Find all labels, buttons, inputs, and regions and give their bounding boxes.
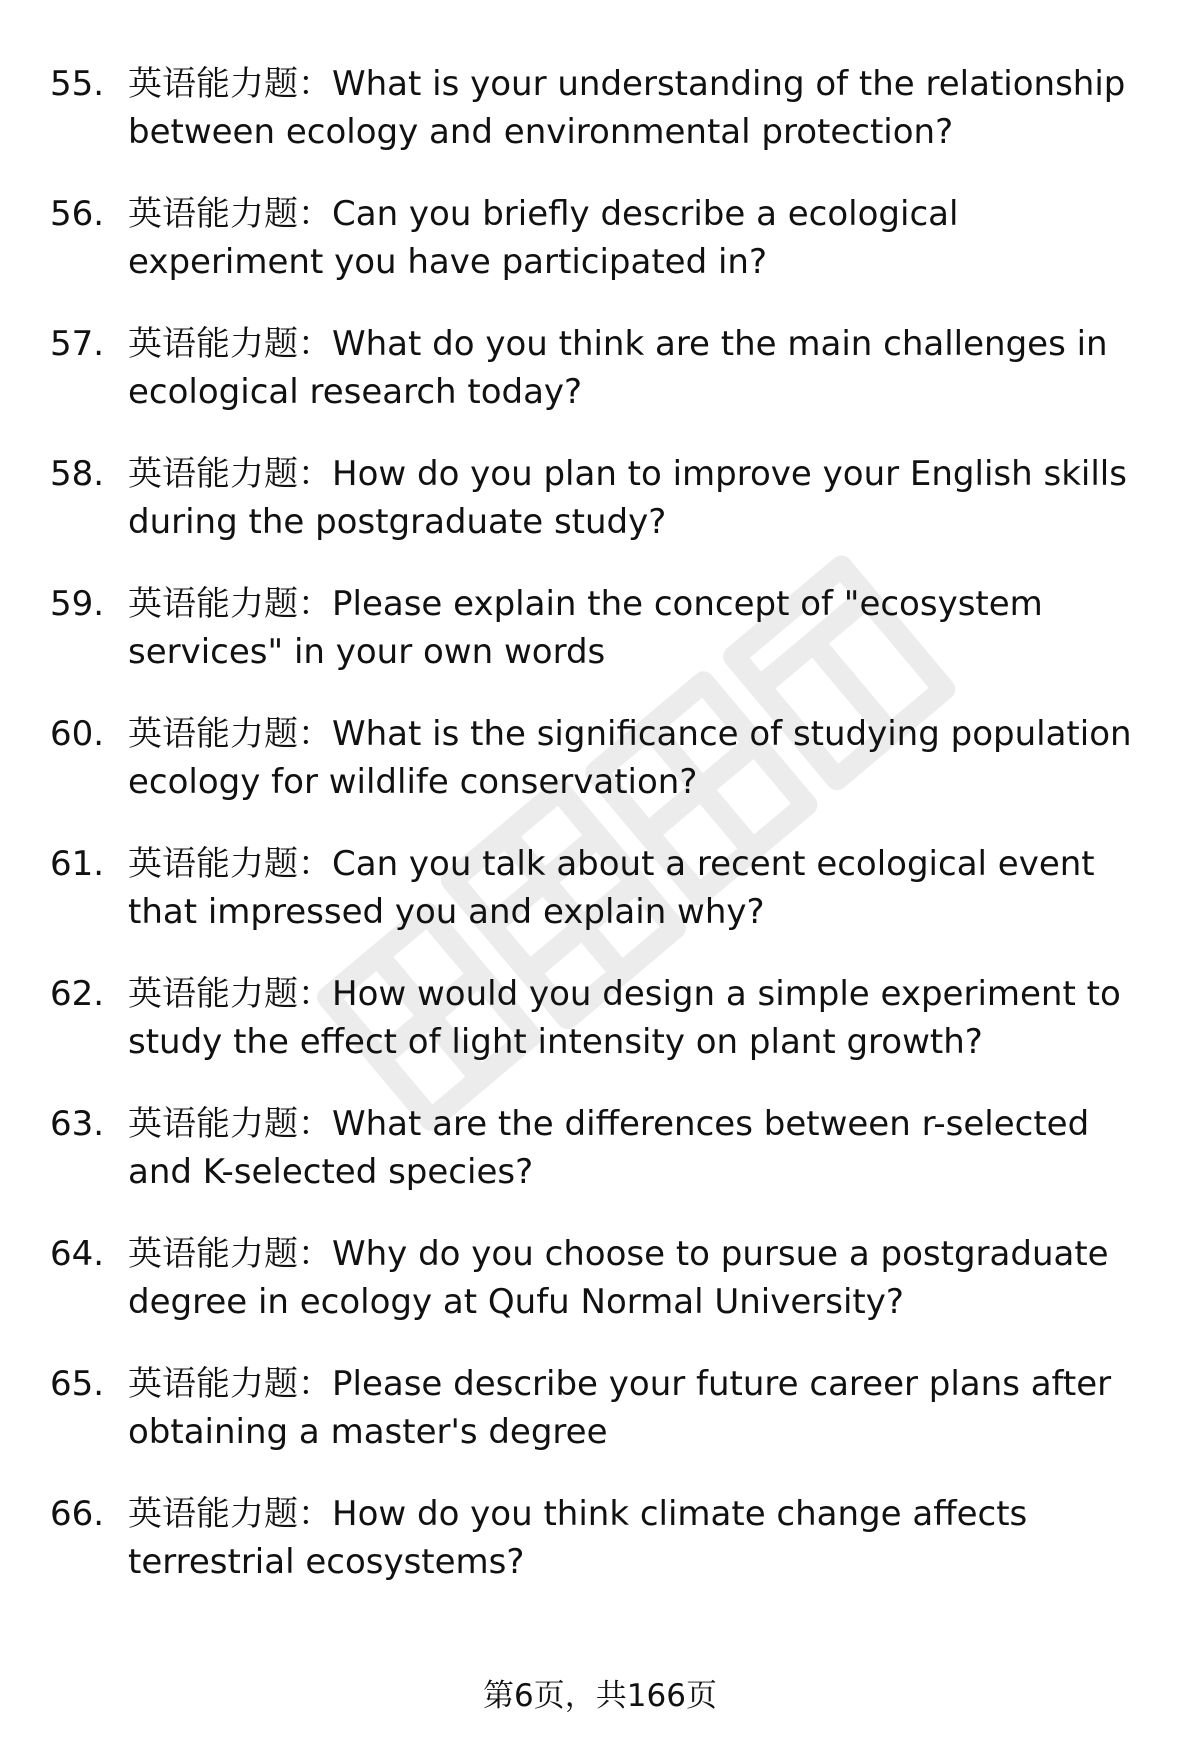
question-item xyxy=(50,1490,1160,1586)
question-number: 65. xyxy=(50,1364,105,1404)
question-item xyxy=(50,1100,1160,1196)
question-item xyxy=(50,1360,1160,1456)
question-text: 英语能力题：Can you talk about a recent ecological event that impressed you and explain why? xyxy=(128,844,1095,932)
question-item xyxy=(50,840,1160,936)
question-number: 61. xyxy=(50,844,105,884)
question-text: 英语能力题：Why do you choose to pursue a postgraduate degree in ecology at Qufu Normal University? xyxy=(128,1234,1109,1322)
question-number: 56. xyxy=(50,194,105,234)
question-text: 英语能力题：How do you think climate change affects terrestrial ecosystems? xyxy=(128,1494,1028,1582)
question-list xyxy=(50,60,1160,1620)
question-item xyxy=(50,320,1160,416)
question-number: 64. xyxy=(50,1234,105,1274)
question-text: 英语能力题：What is the significance of studying population ecology for wildlife conservation? xyxy=(128,714,1132,802)
page-footer: 第6页，共166页 xyxy=(483,1678,717,1714)
question-number: 59. xyxy=(50,584,105,624)
question-number: 63. xyxy=(50,1104,105,1144)
question-item xyxy=(50,580,1160,676)
question-text: 英语能力题：Please describe your future career plans after obtaining a master's degree xyxy=(128,1364,1112,1452)
question-number: 58. xyxy=(50,454,105,494)
question-number: 62. xyxy=(50,974,105,1014)
question-number: 55. xyxy=(50,64,105,104)
question-item xyxy=(50,1230,1160,1326)
question-text: 英语能力题：Can you briefly describe a ecological experiment you have participated in? xyxy=(128,194,959,282)
question-text: 英语能力题：What is your understanding of the relationship between ecology and environmental protection? xyxy=(128,64,1126,152)
question-text: 英语能力题：How would you design a simple experiment to study the effect of light intensity on plant growth? xyxy=(128,974,1121,1062)
question-item xyxy=(50,450,1160,546)
question-number: 60. xyxy=(50,714,105,754)
question-item xyxy=(50,60,1160,156)
question-item xyxy=(50,970,1160,1066)
question-item xyxy=(50,710,1160,806)
question-text: 英语能力题：Please explain the concept of "ecosystem services" in your own words xyxy=(128,584,1043,672)
question-text: 英语能力题：What do you think are the main challenges in ecological research today? xyxy=(128,324,1108,412)
question-text: 英语能力题：What are the differences between r-selected and K-selected species? xyxy=(128,1104,1090,1192)
question-number: 66. xyxy=(50,1494,105,1534)
question-number: 57. xyxy=(50,324,105,364)
question-text: 英语能力题：How do you plan to improve your English skills during the postgraduate study? xyxy=(128,454,1127,542)
question-item xyxy=(50,190,1160,286)
